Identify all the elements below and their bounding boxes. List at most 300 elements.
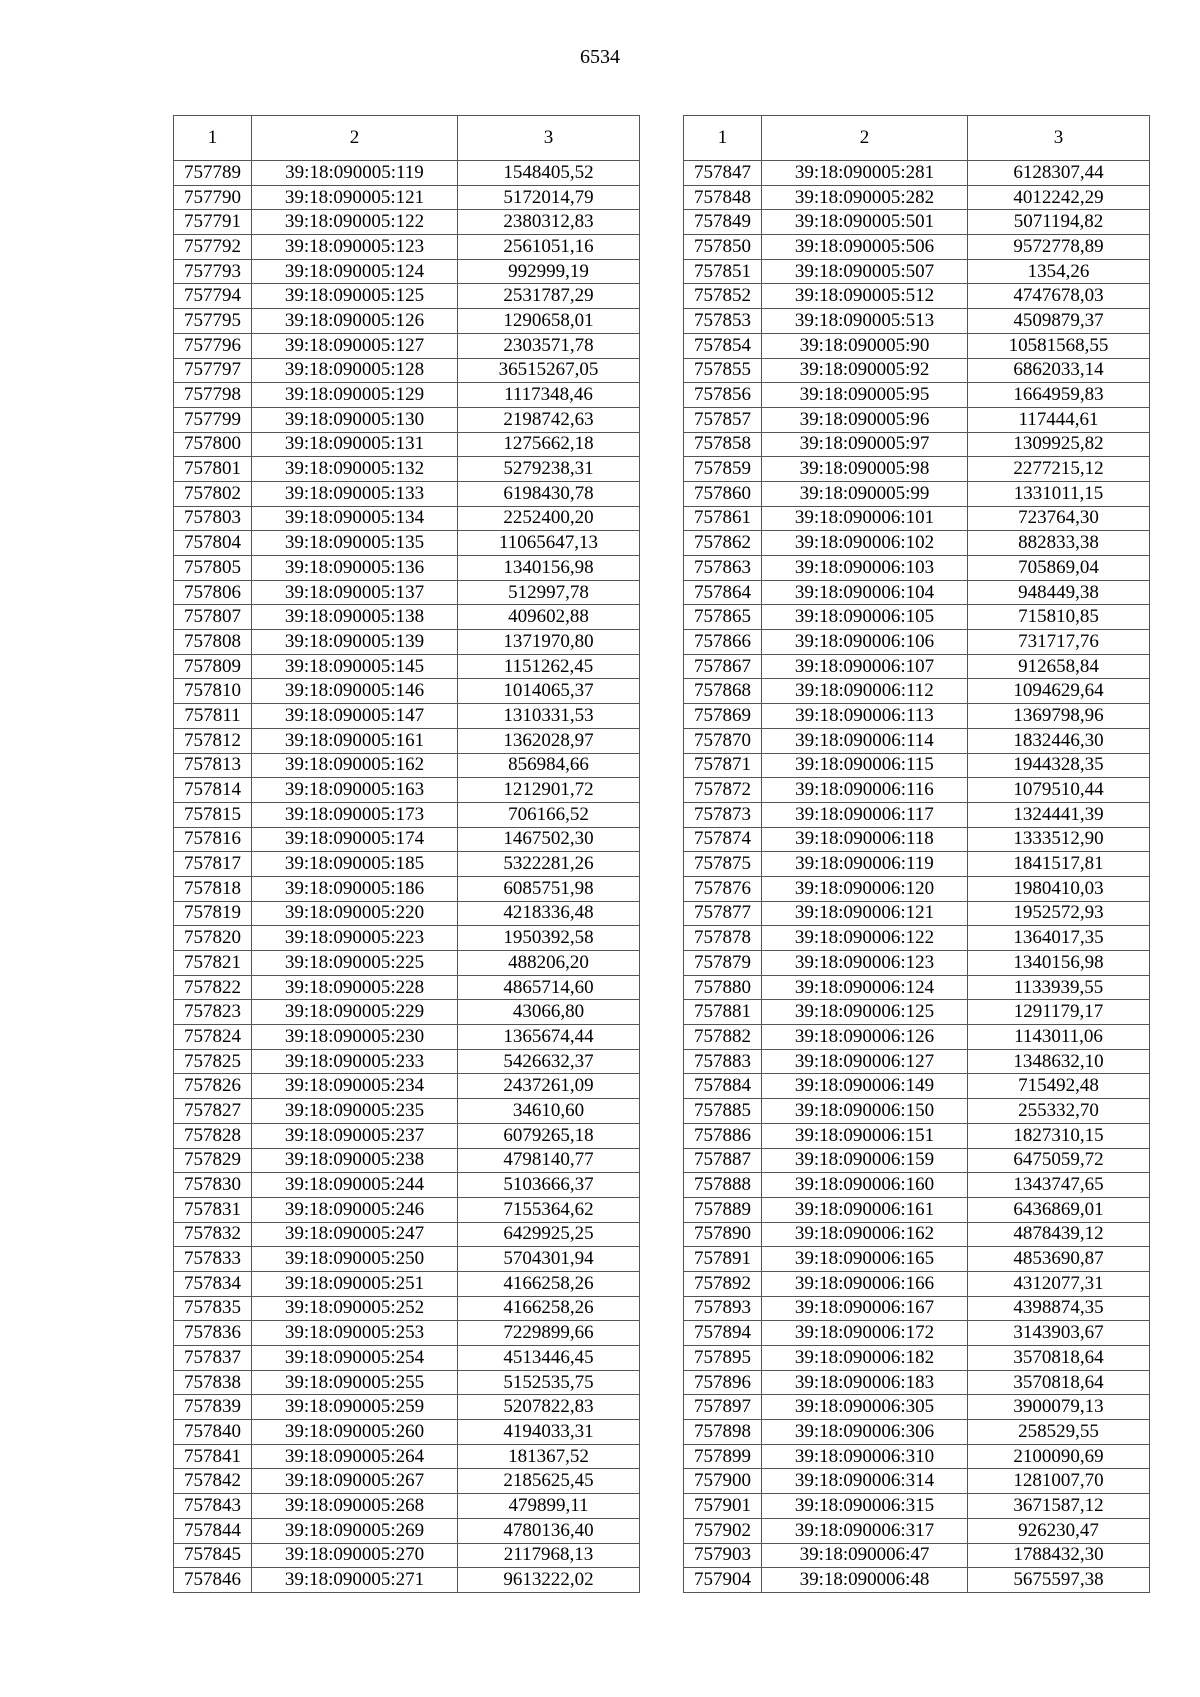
table-row	[174, 753, 640, 778]
cadastral-number-cell: 39:18:090005:138	[252, 605, 458, 630]
row-number-cell: 757837	[174, 1346, 252, 1371]
row-number-cell: 757850	[684, 235, 762, 260]
cadastral-number-cell: 39:18:090005:264	[252, 1444, 458, 1469]
table-row	[174, 1321, 640, 1346]
cadastral-number-cell: 39:18:090005:130	[252, 407, 458, 432]
table-row	[684, 383, 1150, 408]
cadastral-number-cell: 39:18:090005:133	[252, 481, 458, 506]
cadastral-number-cell: 39:18:090006:123	[762, 951, 968, 976]
table-row	[684, 284, 1150, 309]
row-number-cell: 757864	[684, 580, 762, 605]
cadastral-number-cell: 39:18:090005:136	[252, 556, 458, 581]
row-number-cell: 757793	[174, 259, 252, 284]
value-cell: 3570818,64	[968, 1346, 1150, 1371]
value-cell: 992999,19	[458, 259, 640, 284]
value-cell: 5426632,37	[458, 1049, 640, 1074]
cadastral-number-cell: 39:18:090005:147	[252, 704, 458, 729]
column-header: 1	[174, 116, 252, 161]
table-row	[684, 728, 1150, 753]
row-number-cell: 757848	[684, 185, 762, 210]
value-cell: 1950392,58	[458, 926, 640, 951]
value-cell: 11065647,13	[458, 531, 640, 556]
row-number-cell: 757802	[174, 481, 252, 506]
value-cell: 5207822,83	[458, 1395, 640, 1420]
value-cell: 2198742,63	[458, 407, 640, 432]
row-number-cell: 757834	[174, 1271, 252, 1296]
cadastral-number-cell: 39:18:090006:161	[762, 1197, 968, 1222]
row-number-cell: 757888	[684, 1173, 762, 1198]
cadastral-number-cell: 39:18:090006:314	[762, 1469, 968, 1494]
cadastral-number-cell: 39:18:090005:99	[762, 481, 968, 506]
row-number-cell: 757791	[174, 210, 252, 235]
cadastral-number-cell: 39:18:090006:122	[762, 926, 968, 951]
row-number-cell: 757831	[174, 1197, 252, 1222]
row-number-cell: 757789	[174, 161, 252, 186]
value-cell: 948449,38	[968, 580, 1150, 605]
cadastral-number-cell: 39:18:090005:237	[252, 1123, 458, 1148]
value-cell: 1371970,80	[458, 630, 640, 655]
cadastral-number-cell: 39:18:090005:95	[762, 383, 968, 408]
column-header: 3	[458, 116, 640, 161]
row-number-cell: 757804	[174, 531, 252, 556]
value-cell: 5704301,94	[458, 1247, 640, 1272]
row-number-cell: 757811	[174, 704, 252, 729]
table-row	[174, 210, 640, 235]
table-row	[684, 1469, 1150, 1494]
row-number-cell: 757846	[174, 1568, 252, 1593]
cadastral-number-cell: 39:18:090006:167	[762, 1296, 968, 1321]
cadastral-number-cell: 39:18:090005:139	[252, 630, 458, 655]
value-cell: 7229899,66	[458, 1321, 640, 1346]
cadastral-number-cell: 39:18:090006:124	[762, 975, 968, 1000]
table-row	[684, 1321, 1150, 1346]
table-row	[174, 728, 640, 753]
table-row	[174, 1000, 640, 1025]
value-cell: 1788432,30	[968, 1543, 1150, 1568]
row-number-cell: 757847	[684, 161, 762, 186]
cadastral-number-cell: 39:18:090005:252	[252, 1296, 458, 1321]
row-number-cell: 757857	[684, 407, 762, 432]
table-row	[174, 876, 640, 901]
cadastral-number-cell: 39:18:090006:151	[762, 1123, 968, 1148]
row-number-cell: 757856	[684, 383, 762, 408]
cadastral-number-cell: 39:18:090005:250	[252, 1247, 458, 1272]
row-number-cell: 757803	[174, 506, 252, 531]
table-row	[174, 679, 640, 704]
value-cell: 6198430,78	[458, 481, 640, 506]
cadastral-number-cell: 39:18:090005:254	[252, 1346, 458, 1371]
value-cell: 1133939,55	[968, 975, 1150, 1000]
value-cell: 1340156,98	[458, 556, 640, 581]
value-cell: 6475059,72	[968, 1148, 1150, 1173]
table-row	[174, 358, 640, 383]
row-number-cell: 757897	[684, 1395, 762, 1420]
value-cell: 1362028,97	[458, 728, 640, 753]
table-row	[684, 506, 1150, 531]
table-row	[174, 407, 640, 432]
value-cell: 1832446,30	[968, 728, 1150, 753]
table-row	[684, 1444, 1150, 1469]
row-number-cell: 757872	[684, 778, 762, 803]
row-number-cell: 757836	[174, 1321, 252, 1346]
value-cell: 706166,52	[458, 802, 640, 827]
value-cell: 43066,80	[458, 1000, 640, 1025]
cadastral-number-cell: 39:18:090005:122	[252, 210, 458, 235]
row-number-cell: 757867	[684, 654, 762, 679]
table-row	[174, 1370, 640, 1395]
table-row	[684, 1173, 1150, 1198]
cadastral-number-cell: 39:18:090005:271	[252, 1568, 458, 1593]
table-row	[174, 481, 640, 506]
row-number-cell: 757866	[684, 630, 762, 655]
value-cell: 5675597,38	[968, 1568, 1150, 1593]
cadastral-number-cell: 39:18:090005:501	[762, 210, 968, 235]
row-number-cell: 757885	[684, 1099, 762, 1124]
row-number-cell: 757815	[174, 802, 252, 827]
cadastral-number-cell: 39:18:090006:160	[762, 1173, 968, 1198]
row-number-cell: 757835	[174, 1296, 252, 1321]
table-row	[174, 1222, 640, 1247]
value-cell: 1364017,35	[968, 926, 1150, 951]
value-cell: 2252400,20	[458, 506, 640, 531]
row-number-cell: 757862	[684, 531, 762, 556]
cadastral-number-cell: 39:18:090006:113	[762, 704, 968, 729]
value-cell: 1365674,44	[458, 1025, 640, 1050]
row-number-cell: 757895	[684, 1346, 762, 1371]
cadastral-number-cell: 39:18:090005:96	[762, 407, 968, 432]
table-row	[174, 235, 640, 260]
row-number-cell: 757827	[174, 1099, 252, 1124]
cadastral-number-cell: 39:18:090005:119	[252, 161, 458, 186]
row-number-cell: 757795	[174, 309, 252, 334]
table-row	[684, 1197, 1150, 1222]
row-number-cell: 757838	[174, 1370, 252, 1395]
cadastral-number-cell: 39:18:090006:118	[762, 827, 968, 852]
value-cell: 1324441,39	[968, 802, 1150, 827]
table-row	[684, 852, 1150, 877]
cadastral-number-cell: 39:18:090005:247	[252, 1222, 458, 1247]
table-row	[684, 827, 1150, 852]
value-cell: 1343747,65	[968, 1173, 1150, 1198]
row-number-cell: 757829	[174, 1148, 252, 1173]
cadastral-number-cell: 39:18:090005:185	[252, 852, 458, 877]
value-cell: 181367,52	[458, 1444, 640, 1469]
value-cell: 1079510,44	[968, 778, 1150, 803]
value-cell: 1467502,30	[458, 827, 640, 852]
row-number-cell: 757840	[174, 1420, 252, 1445]
cadastral-number-cell: 39:18:090005:230	[252, 1025, 458, 1050]
row-number-cell: 757861	[684, 506, 762, 531]
table-row	[174, 1444, 640, 1469]
table-row	[174, 1469, 640, 1494]
row-number-cell: 757891	[684, 1247, 762, 1272]
table-row	[684, 531, 1150, 556]
value-cell: 1291179,17	[968, 1000, 1150, 1025]
value-cell: 258529,55	[968, 1420, 1150, 1445]
value-cell: 6436869,01	[968, 1197, 1150, 1222]
cadastral-number-cell: 39:18:090005:282	[762, 185, 968, 210]
cadastral-number-cell: 39:18:090006:107	[762, 654, 968, 679]
value-cell: 409602,88	[458, 605, 640, 630]
row-number-cell: 757865	[684, 605, 762, 630]
table-row	[174, 975, 640, 1000]
value-cell: 1944328,35	[968, 753, 1150, 778]
table-row	[684, 901, 1150, 926]
cadastral-number-cell: 39:18:090005:281	[762, 161, 968, 186]
row-number-cell: 757800	[174, 432, 252, 457]
value-cell: 1117348,46	[458, 383, 640, 408]
row-number-cell: 757863	[684, 556, 762, 581]
table-row	[684, 185, 1150, 210]
value-cell: 488206,20	[458, 951, 640, 976]
cadastral-number-cell: 39:18:090005:223	[252, 926, 458, 951]
row-number-cell: 757892	[684, 1271, 762, 1296]
value-cell: 2185625,45	[458, 1469, 640, 1494]
row-number-cell: 757814	[174, 778, 252, 803]
value-cell: 2303571,78	[458, 333, 640, 358]
value-cell: 6128307,44	[968, 161, 1150, 186]
cadastral-number-cell: 39:18:090005:251	[252, 1271, 458, 1296]
table-row	[684, 1123, 1150, 1148]
value-cell: 5103666,37	[458, 1173, 640, 1198]
value-cell: 1952572,93	[968, 901, 1150, 926]
row-number-cell: 757812	[174, 728, 252, 753]
cadastral-number-cell: 39:18:090005:132	[252, 457, 458, 482]
value-cell: 4513446,45	[458, 1346, 640, 1371]
table-row	[684, 407, 1150, 432]
cadastral-number-cell: 39:18:090006:149	[762, 1074, 968, 1099]
cadastral-number-cell: 39:18:090005:246	[252, 1197, 458, 1222]
row-number-cell: 757813	[174, 753, 252, 778]
value-cell: 36515267,05	[458, 358, 640, 383]
cadastral-number-cell: 39:18:090005:121	[252, 185, 458, 210]
table-row	[174, 1123, 640, 1148]
row-number-cell: 757879	[684, 951, 762, 976]
value-cell: 5172014,79	[458, 185, 640, 210]
row-number-cell: 757870	[684, 728, 762, 753]
row-number-cell: 757873	[684, 802, 762, 827]
cadastral-number-cell: 39:18:090006:115	[762, 753, 968, 778]
table-row	[684, 580, 1150, 605]
value-cell: 1151262,45	[458, 654, 640, 679]
row-number-cell: 757792	[174, 235, 252, 260]
row-number-cell: 757889	[684, 1197, 762, 1222]
value-cell: 1664959,83	[968, 383, 1150, 408]
cadastral-number-cell: 39:18:090006:121	[762, 901, 968, 926]
row-number-cell: 757821	[174, 951, 252, 976]
cadastral-number-cell: 39:18:090005:267	[252, 1469, 458, 1494]
row-number-cell: 757901	[684, 1494, 762, 1519]
cadastral-number-cell: 39:18:090005:220	[252, 901, 458, 926]
cadastral-number-cell: 39:18:090006:317	[762, 1518, 968, 1543]
row-number-cell: 757820	[174, 926, 252, 951]
table-row	[684, 1222, 1150, 1247]
row-number-cell: 757859	[684, 457, 762, 482]
value-cell: 1348632,10	[968, 1049, 1150, 1074]
table-row	[174, 1148, 640, 1173]
cadastral-number-cell: 39:18:090005:235	[252, 1099, 458, 1124]
table-row	[684, 679, 1150, 704]
value-cell: 1980410,03	[968, 876, 1150, 901]
row-number-cell: 757842	[174, 1469, 252, 1494]
table-row	[684, 630, 1150, 655]
table-row	[684, 309, 1150, 334]
row-number-cell: 757841	[174, 1444, 252, 1469]
cadastral-number-cell: 39:18:090005:259	[252, 1395, 458, 1420]
cadastral-number-cell: 39:18:090006:150	[762, 1099, 968, 1124]
row-number-cell: 757845	[174, 1543, 252, 1568]
table-row	[684, 704, 1150, 729]
row-number-cell: 757806	[174, 580, 252, 605]
value-cell: 6079265,18	[458, 1123, 640, 1148]
table-row	[684, 1420, 1150, 1445]
row-number-cell: 757825	[174, 1049, 252, 1074]
row-number-cell: 757810	[174, 679, 252, 704]
value-cell: 1014065,37	[458, 679, 640, 704]
table-header-row	[174, 116, 640, 161]
row-number-cell: 757878	[684, 926, 762, 951]
table-row	[174, 506, 640, 531]
cadastral-number-cell: 39:18:090005:124	[252, 259, 458, 284]
value-cell: 926230,47	[968, 1518, 1150, 1543]
row-number-cell: 757809	[174, 654, 252, 679]
cadastral-number-cell: 39:18:090005:131	[252, 432, 458, 457]
cadastral-number-cell: 39:18:090006:165	[762, 1247, 968, 1272]
cadastral-number-cell: 39:18:090005:97	[762, 432, 968, 457]
row-number-cell: 757860	[684, 481, 762, 506]
row-number-cell: 757853	[684, 309, 762, 334]
row-number-cell: 757799	[174, 407, 252, 432]
value-cell: 4509879,37	[968, 309, 1150, 334]
table-row	[684, 778, 1150, 803]
value-cell: 1827310,15	[968, 1123, 1150, 1148]
value-cell: 1212901,72	[458, 778, 640, 803]
cadastral-number-cell: 39:18:090005:126	[252, 309, 458, 334]
value-cell: 1275662,18	[458, 432, 640, 457]
value-cell: 1143011,06	[968, 1025, 1150, 1050]
value-cell: 512997,78	[458, 580, 640, 605]
cadastral-number-cell: 39:18:090006:116	[762, 778, 968, 803]
value-cell: 4166258,26	[458, 1271, 640, 1296]
cadastral-number-cell: 39:18:090006:126	[762, 1025, 968, 1050]
row-number-cell: 757887	[684, 1148, 762, 1173]
value-cell: 6429925,25	[458, 1222, 640, 1247]
cadastral-number-cell: 39:18:090005:270	[252, 1543, 458, 1568]
row-number-cell: 757826	[174, 1074, 252, 1099]
row-number-cell: 757871	[684, 753, 762, 778]
value-cell: 3671587,12	[968, 1494, 1150, 1519]
row-number-cell: 757882	[684, 1025, 762, 1050]
row-number-cell: 757868	[684, 679, 762, 704]
row-number-cell: 757884	[684, 1074, 762, 1099]
cadastral-number-cell: 39:18:090005:145	[252, 654, 458, 679]
cadastral-number-cell: 39:18:090005:128	[252, 358, 458, 383]
table-row	[174, 1296, 640, 1321]
cadastral-number-cell: 39:18:090006:102	[762, 531, 968, 556]
value-cell: 4398874,35	[968, 1296, 1150, 1321]
cadastral-number-cell: 39:18:090005:135	[252, 531, 458, 556]
cadastral-number-cell: 39:18:090006:47	[762, 1543, 968, 1568]
row-number-cell: 757875	[684, 852, 762, 877]
cadastral-number-cell: 39:18:090006:310	[762, 1444, 968, 1469]
value-cell: 715492,48	[968, 1074, 1150, 1099]
table-row	[684, 481, 1150, 506]
value-cell: 2531787,29	[458, 284, 640, 309]
table-row	[684, 1346, 1150, 1371]
table-row	[684, 1099, 1150, 1124]
row-number-cell: 757855	[684, 358, 762, 383]
table-row	[174, 852, 640, 877]
table-row	[684, 1494, 1150, 1519]
page-number: 6534	[580, 46, 620, 68]
table-row	[174, 802, 640, 827]
table-row	[684, 259, 1150, 284]
cadastral-number-cell: 39:18:090005:90	[762, 333, 968, 358]
value-cell: 5152535,75	[458, 1370, 640, 1395]
table-row	[174, 654, 640, 679]
column-header: 2	[252, 116, 458, 161]
table-row	[174, 531, 640, 556]
value-cell: 1548405,52	[458, 161, 640, 186]
table-row	[174, 284, 640, 309]
row-number-cell: 757801	[174, 457, 252, 482]
cadastral-number-cell: 39:18:090006:182	[762, 1346, 968, 1371]
table-row	[684, 1247, 1150, 1272]
row-number-cell: 757839	[174, 1395, 252, 1420]
value-cell: 705869,04	[968, 556, 1150, 581]
value-cell: 912658,84	[968, 654, 1150, 679]
table-row	[174, 432, 640, 457]
cadastral-number-cell: 39:18:090006:48	[762, 1568, 968, 1593]
cadastral-number-cell: 39:18:090006:105	[762, 605, 968, 630]
table-row	[174, 901, 640, 926]
row-number-cell: 757833	[174, 1247, 252, 1272]
row-number-cell: 757854	[684, 333, 762, 358]
cadastral-number-cell: 39:18:090006:127	[762, 1049, 968, 1074]
value-cell: 4865714,60	[458, 975, 640, 1000]
value-cell: 4878439,12	[968, 1222, 1150, 1247]
cadastral-number-cell: 39:18:090005:173	[252, 802, 458, 827]
value-cell: 4218336,48	[458, 901, 640, 926]
cadastral-number-cell: 39:18:090005:228	[252, 975, 458, 1000]
value-cell: 723764,30	[968, 506, 1150, 531]
table-row	[684, 1568, 1150, 1593]
cadastral-number-cell: 39:18:090006:166	[762, 1271, 968, 1296]
table-row	[174, 1074, 640, 1099]
value-cell: 4780136,40	[458, 1518, 640, 1543]
cadastral-number-cell: 39:18:090005:161	[252, 728, 458, 753]
table-row	[684, 1148, 1150, 1173]
value-cell: 4166258,26	[458, 1296, 640, 1321]
row-number-cell: 757828	[174, 1123, 252, 1148]
value-cell: 3143903,67	[968, 1321, 1150, 1346]
table-row	[174, 1494, 640, 1519]
value-cell: 4853690,87	[968, 1247, 1150, 1272]
table-row	[174, 185, 640, 210]
table-row	[684, 457, 1150, 482]
table-row	[684, 556, 1150, 581]
table-row	[174, 333, 640, 358]
column-header: 1	[684, 116, 762, 161]
row-number-cell: 757877	[684, 901, 762, 926]
table-row	[174, 556, 640, 581]
value-cell: 4012242,29	[968, 185, 1150, 210]
cadastral-number-cell: 39:18:090006:114	[762, 728, 968, 753]
cadastral-number-cell: 39:18:090005:127	[252, 333, 458, 358]
row-number-cell: 757858	[684, 432, 762, 457]
right-table	[683, 115, 1150, 1593]
value-cell: 4194033,31	[458, 1420, 640, 1445]
